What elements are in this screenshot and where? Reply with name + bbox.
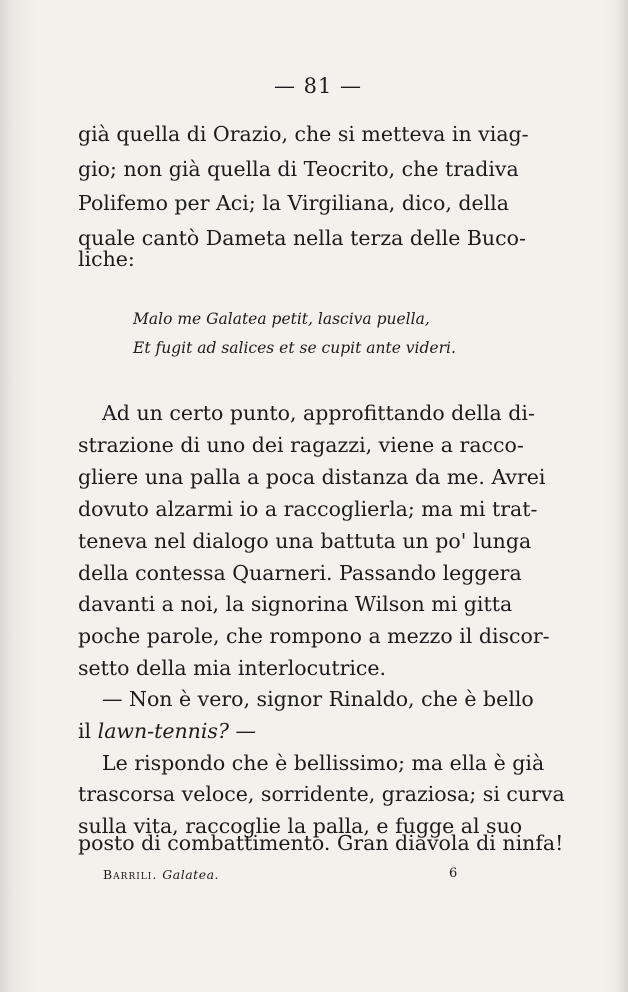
text-line: posto di combattimento. Gran diavola di ninfa! xyxy=(78,831,564,855)
footer-title: Galatea. xyxy=(162,867,220,882)
text-line: già quella di Orazio, che si metteva in viag- xyxy=(78,122,529,146)
text-line: quale cantò Dameta nella terza delle Buco- xyxy=(78,226,526,250)
text-line: dovuto alzarmi io a raccoglierla; ma mi trat- xyxy=(78,497,538,521)
italic-term: lawn-tennis? xyxy=(97,719,229,743)
text-line: sulla vita, raccoglie la palla, e fugge al suo xyxy=(78,814,523,838)
printer-signature-number: 6 xyxy=(449,866,458,881)
text-line: gio; non già quella di Teocrito, che tradiva xyxy=(78,157,519,181)
text-line: davanti a noi, la signorina Wilson mi gitta xyxy=(78,592,513,616)
text-line: Polifemo per Aci; la Virgiliana, dico, della xyxy=(78,191,509,215)
quote-line: Et fugit ad salices et se cupit ante videri. xyxy=(133,339,456,357)
text-line: — Non è vero, signor Rinaldo, che è bello xyxy=(102,687,534,711)
text-line: della contessa Quarneri. Passando leggera xyxy=(78,561,522,585)
text-line: poche parole, che rompono a mezzo il discor- xyxy=(78,624,550,648)
text-line: trascorsa veloce, sorridente, graziosa; si curva xyxy=(78,782,565,806)
page-number: — 81 — xyxy=(273,74,363,98)
footer-author: Barrili. xyxy=(103,867,158,882)
text-fragment: — xyxy=(228,719,256,743)
text-line xyxy=(78,721,494,742)
quote-line: Malo me Galatea petit, lasciva puella, xyxy=(133,310,430,328)
text-line: strazione di uno dei ragazzi, viene a racco- xyxy=(78,433,524,457)
text-line: teneva nel dialogo una battuta un po' lunga xyxy=(78,529,532,553)
text-line: Ad un certo punto, approfittando della di- xyxy=(102,401,535,425)
text-fragment: il xyxy=(78,719,98,743)
text-line: liche: xyxy=(78,247,135,271)
text-line: gliere una palla a poca distanza da me. Avrei xyxy=(78,465,546,489)
footer-signature xyxy=(103,867,219,882)
text-line: Le rispondo che è bellissimo; ma ella è già xyxy=(102,751,545,775)
text-line: setto della mia interlocutrice. xyxy=(78,656,387,680)
